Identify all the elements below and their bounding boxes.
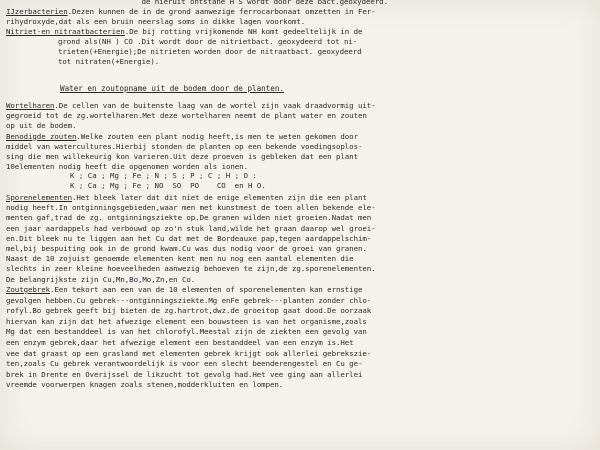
line-text: trieten(+Energie);De nitrieten worden door de nitraatbact. geoxydeerd (58, 47, 362, 57)
line-text: .Het bleek later dat dit niet de enige elementen zijn die een plant (72, 193, 367, 202)
line-text: een jaar aardappels had verbouwd op zo'n stuk land,wilde het graan daarop wel groei- (6, 223, 376, 233)
text-line (6, 203, 376, 213)
line-text: .De bij rotting vrijkomende NH komt gedeeltelijk in de (124, 26, 363, 36)
line-text: nodig heeft.In ontginningsgebieden,waar men met kunstmest de toen allen bekende ele- (6, 203, 376, 213)
line-text: op uit de bodem. (6, 121, 77, 131)
text-line (6, 359, 362, 369)
line-text: vee dat graast op een grasland met elementen gebrek krijgt ook allerlei gebrekszie- (6, 348, 372, 358)
line-text: tot nitraten(+Energie). (58, 57, 160, 67)
term-label: Wortelharen (6, 101, 55, 110)
line-text: slechts in zeer kleine hoeveelheden aanwezig behoeven te zijn,de zg.sporenelementen. (6, 264, 376, 274)
text-line (6, 121, 76, 131)
text-line (6, 101, 376, 111)
text-line (36, 0, 388, 7)
line-text: rofyl.Bo gebrek geeft bij bieten de zg.hartrot,dwz.de groeitop gaat dood.De oorzaak (6, 306, 372, 316)
text-line (6, 285, 362, 295)
text-line (6, 296, 371, 306)
term-label: Sporenelementen (6, 193, 72, 202)
line-text: mel,bij bespuiting ook in de grond kwam.Cu was dus nodig voor de groei van granen. (6, 244, 367, 253)
ion-formula-line-2: K ; Ca ; Mg ; Fe ; NO SO PO CO en H O. (70, 181, 266, 190)
text-line (6, 224, 376, 234)
text-line (58, 37, 357, 47)
text-line (6, 244, 367, 254)
text-line (6, 306, 371, 316)
text-line (6, 254, 354, 264)
text-line (6, 142, 362, 152)
line-text: menten gaf,trad de zg. ontginningsziekte op.De granen wilden niet groeien.Nadat men (6, 213, 372, 223)
term-label: Benodigde zouten (6, 131, 77, 141)
text-line (6, 234, 371, 244)
line-text: hiervan kan zijn dat het afwezige element een bouwsteen is van het organisme,zoals (6, 316, 367, 326)
text-line (6, 275, 195, 285)
term-label: Nitriet-en nitraatbacterien (6, 26, 125, 36)
line-text: de hieruit ontstane H S wordt door deze bact.geoxydeerd. (36, 0, 388, 6)
line-text: .Dezen kunnen de in de grond aanwezige ferrocarbonaat omzetten in Fer- (67, 7, 376, 16)
text-line (6, 349, 371, 359)
text-line (6, 7, 376, 17)
line-text: .De cellen van de buitenste laag van de wortel zijn vaak draadvormig uit- (54, 101, 376, 110)
ion-formula-line-1: K ; Ca ; Mg ; Fe ; N ; S ; P ; C ; H ; O : (70, 171, 257, 180)
line-text: middel van watercultures.Hierbij stonden de planten op een bekende voedingsoplos- (6, 141, 363, 151)
line-text: .Een tekort aan een van de 10 elementen of sporenelementen kan ernstige (50, 285, 363, 294)
line-text: brek in Drente en Overijssel de likzucht tot gevolg had.Het vee ging aan allerlei (6, 369, 363, 379)
term-label: Zoutgebrek (6, 285, 50, 294)
text-line (6, 111, 367, 121)
text-line (6, 193, 367, 203)
line-text: sing die men willekeurig kon varieren.Uit deze proeven is gebleken dat een plant (6, 152, 358, 161)
line-text: vreemde voorwerpen knagen zoals stenen,modderkluiten en lompen. (6, 380, 284, 390)
text-line (6, 380, 283, 390)
section-heading: Water en zoutopname uit de bodem door de planten. (60, 84, 285, 93)
text-line (6, 132, 358, 142)
line-text: rihydroxyde,dat als een bruin neerslag soms in dikke lagen voorkomt. (6, 17, 306, 27)
text-line (6, 338, 354, 348)
term-label: IJzerbacterien (6, 7, 68, 16)
line-text: De belangrijkste zijn Cu,Mn,Bo,Mo,Zn,en Co. (6, 274, 196, 284)
text-line (6, 370, 362, 380)
text-line (58, 57, 159, 67)
text-line (6, 213, 371, 223)
line-text: ten,zoals Cu gebrek verantwoordelijk is voor een slecht beenderengestel en Cu ge- (6, 359, 363, 369)
text-line (6, 152, 358, 162)
line-text: Mg dat een bestanddeel is van het chlorofyl.Meestal zijn de ziekten een gevolg van (6, 327, 367, 337)
line-text: grond als(NH ) CO .Dit wordt door de nitrietbact. geoxydeerd tot ni- (58, 36, 358, 46)
text-line (6, 327, 367, 337)
line-text: 10elementen nodig heeft die opgenomen worden als ionen. (6, 162, 248, 172)
line-text: gevolgen hebben.Cu gebrek---ontginningsziekte.Mg enFe gebrek---planten zonder chlo- (6, 295, 372, 305)
text-line (6, 27, 362, 37)
line-text: gegroeid tot de zg.wortelharen.Met deze wortelharen neemt de plant water en zouten (6, 111, 367, 121)
text-line (6, 317, 367, 327)
line-text: een enzym gebrek,daar het afwezige element een bestanddeel van een enzym is.Het (6, 338, 354, 347)
text-line (6, 264, 376, 274)
line-text: en.Dit bleek nu te liggen aan het Cu dat met de Bordeauxe pap,tegen aardappelschim- (6, 233, 372, 243)
text-line (58, 47, 362, 57)
text-line (6, 17, 305, 27)
line-text: .Welke zouten een plant nodig heeft,is men te weten gekomen door (76, 131, 358, 141)
line-text: Naast de 10 zojuist genoemde elementen kent men nu nog een aantal elementen die (6, 254, 354, 264)
